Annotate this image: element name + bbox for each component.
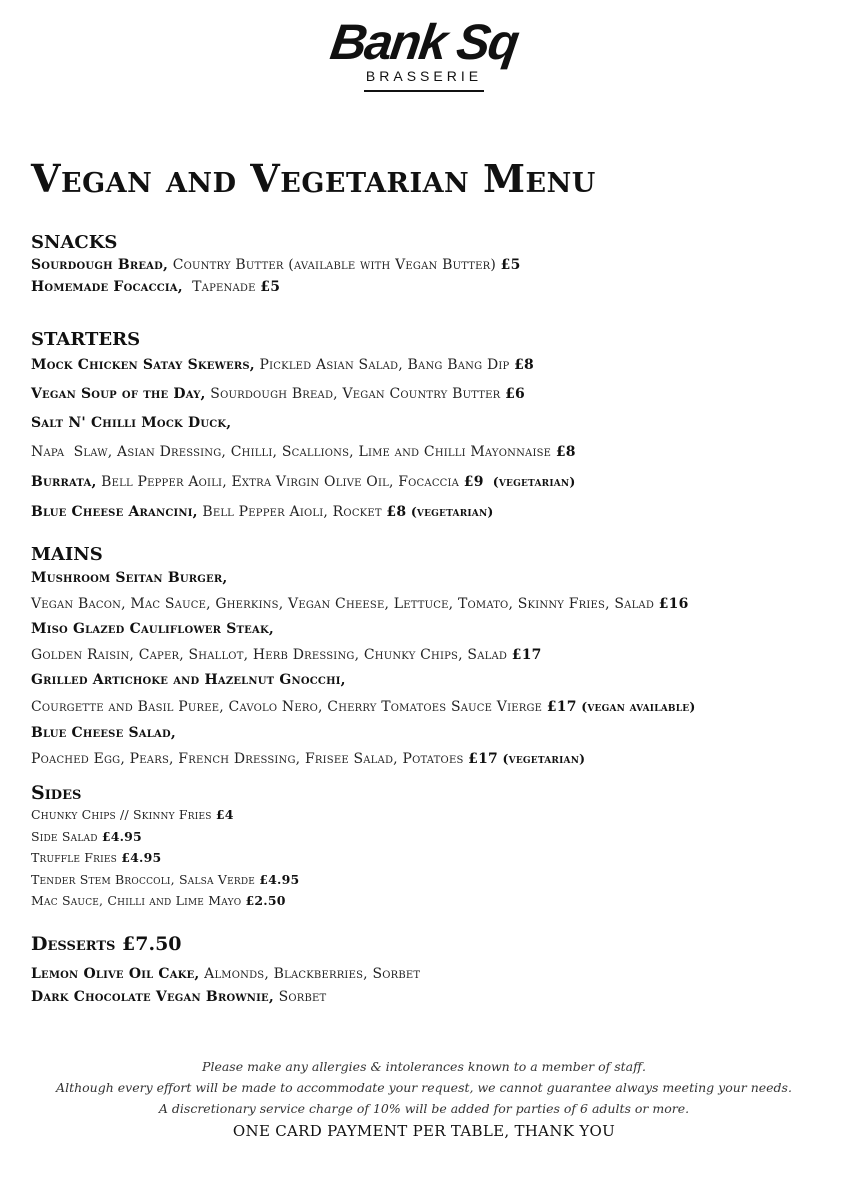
item-price: £6 — [505, 386, 525, 402]
menu-item — [31, 847, 831, 869]
menu-item — [31, 721, 831, 747]
item-description: Napa Slaw, Asian Dressing, Chilli, Scallions, Lime and Chilli Mayonnaise — [31, 444, 556, 460]
item-description: Tender Stem Broccoli, Salsa Verde — [31, 871, 260, 887]
section-starters — [31, 329, 831, 527]
menu-item — [31, 869, 831, 891]
menu-item — [31, 380, 831, 409]
logo-subtitle: BRASSERIE — [365, 68, 483, 84]
footer-notes — [0, 1056, 848, 1142]
item-price: £5 — [500, 257, 521, 273]
item-description: Chunky Chips // Skinny Fries — [31, 807, 216, 822]
item-description: Country Butter (available with Vegan Butter) — [168, 257, 501, 273]
item-description: Almonds, Blackberries, Sorbet — [199, 966, 421, 982]
item-list — [31, 254, 831, 298]
menu-item — [31, 668, 831, 694]
accommodation-note: Although every effort will be made to accommodate your request, we cannot guarantee always meeting your needs. — [56, 1080, 792, 1095]
spacer — [31, 955, 831, 963]
item-price: £4 — [215, 807, 234, 822]
item-list — [31, 351, 831, 527]
item-name: Burrata, — [31, 474, 97, 490]
service-charge-note: A discretionary service charge of 10% will be added for parties of 6 adults or more. — [158, 1101, 690, 1116]
section-snacks — [31, 232, 831, 298]
section-heading: STARTERS — [31, 329, 141, 350]
item-price: £8 — [555, 444, 576, 460]
logo-underline — [364, 90, 484, 92]
item-price: £4.95 — [101, 828, 142, 844]
menu-item — [31, 890, 831, 912]
item-name: Sourdough Bread, — [31, 257, 169, 273]
menu-item — [31, 438, 831, 467]
menu-item — [31, 986, 831, 1009]
menu-item — [31, 643, 831, 669]
menu-item — [31, 746, 831, 773]
item-price: £8 — [514, 357, 534, 373]
section-sides — [31, 782, 831, 912]
item-price: £4.95 — [121, 850, 162, 865]
item-price: £17 — [468, 751, 498, 768]
item-price: £9 — [463, 474, 484, 490]
item-name: Blue Cheese Salad, — [31, 724, 176, 741]
item-name: Blue Cheese Arancini, — [31, 504, 198, 520]
item-name: Dark Chocolate Vegan Brownie, — [31, 989, 274, 1005]
section-heading: SNACKS — [31, 232, 118, 253]
item-description: Side Salad — [31, 828, 102, 844]
menu-item — [31, 467, 831, 497]
item-name: Vegan Soup of the Day, — [31, 386, 206, 402]
menu-item — [31, 254, 831, 276]
menu-item — [31, 409, 831, 438]
section-desserts — [31, 933, 831, 1009]
item-list — [31, 804, 831, 912]
item-price: £2.50 — [245, 893, 286, 908]
item-description: Sorbet — [273, 989, 327, 1005]
item-name: Miso Glazed Cauliflower Steak, — [31, 621, 274, 638]
section-heading: Desserts £7.50 — [31, 933, 182, 955]
menu-item — [31, 276, 831, 298]
menu-item — [31, 826, 831, 848]
item-description: Golden Raisin, Caper, Shallot, Herb Dressing, Chunky Chips, Salad — [31, 646, 512, 663]
item-description: Truffle Fries — [31, 850, 122, 865]
menu-item — [31, 497, 831, 527]
menu-item — [31, 694, 831, 721]
item-tag: (vegetarian) — [406, 504, 494, 519]
menu-item — [31, 566, 831, 592]
page-title: Vegan and Vegetarian Menu — [31, 156, 596, 201]
item-price: £17 — [546, 698, 577, 715]
item-name: Lemon Olive Oil Cake, — [31, 966, 200, 982]
item-description: Mac Sauce, Chilli and Lime Mayo — [31, 893, 246, 908]
section-heading: Sides — [31, 782, 82, 804]
item-name: Homemade Focaccia, — [31, 279, 183, 295]
item-list — [31, 566, 831, 773]
menu-item — [31, 592, 831, 618]
item-price: £17 — [511, 646, 542, 663]
item-description: Sourdough Bread, Vegan Country Butter — [205, 386, 506, 402]
item-description: Bell Pepper Aioli, Rocket — [197, 504, 387, 520]
item-price: £16 — [658, 595, 689, 612]
item-price: £5 — [260, 279, 281, 295]
item-price: £4.95 — [259, 871, 300, 887]
item-tag: (vegetarian) — [483, 474, 576, 489]
item-list — [31, 963, 831, 1009]
menu-item — [31, 617, 831, 643]
item-price: £8 — [386, 504, 407, 520]
item-name: Mushroom Seitan Burger, — [31, 570, 228, 586]
menu-item — [31, 351, 831, 380]
item-tag: (vegetarian) — [497, 751, 586, 767]
logo-script-text: Bank Sq — [327, 14, 521, 70]
item-description: Courgette and Basil Puree, Cavolo Nero, Cherry Tomatoes Sauce Vierge — [31, 698, 547, 715]
section-heading: MAINS — [31, 544, 103, 565]
brand-logo — [0, 14, 848, 92]
item-tag: (vegan available) — [576, 698, 696, 714]
item-description: Bell Pepper Aoili, Extra Virgin Olive Oil, Focaccia — [96, 474, 464, 490]
item-name: Grilled Artichoke and Hazelnut Gnocchi, — [31, 672, 346, 689]
item-description: Tapenade — [182, 279, 261, 295]
allergy-note: Please make any allergies & intolerances known to a member of staff. — [202, 1059, 646, 1074]
item-description: Vegan Bacon, Mac Sauce, Gherkins, Vegan Cheese, Lettuce, Tomato, Skinny Fries, Salad — [31, 595, 659, 612]
payment-note: ONE CARD PAYMENT PER TABLE, THANK YOU — [232, 1122, 616, 1140]
item-description: Poached Egg, Pears, French Dressing, Frisee Salad, Potatoes — [31, 751, 469, 768]
menu-item — [31, 804, 831, 826]
item-description: Pickled Asian Salad, Bang Bang Dip — [254, 357, 515, 373]
item-name: Mock Chicken Satay Skewers, — [31, 357, 255, 373]
menu-item — [31, 963, 831, 986]
item-name: Salt N' Chilli Mock Duck, — [31, 415, 232, 431]
section-mains — [31, 544, 831, 773]
